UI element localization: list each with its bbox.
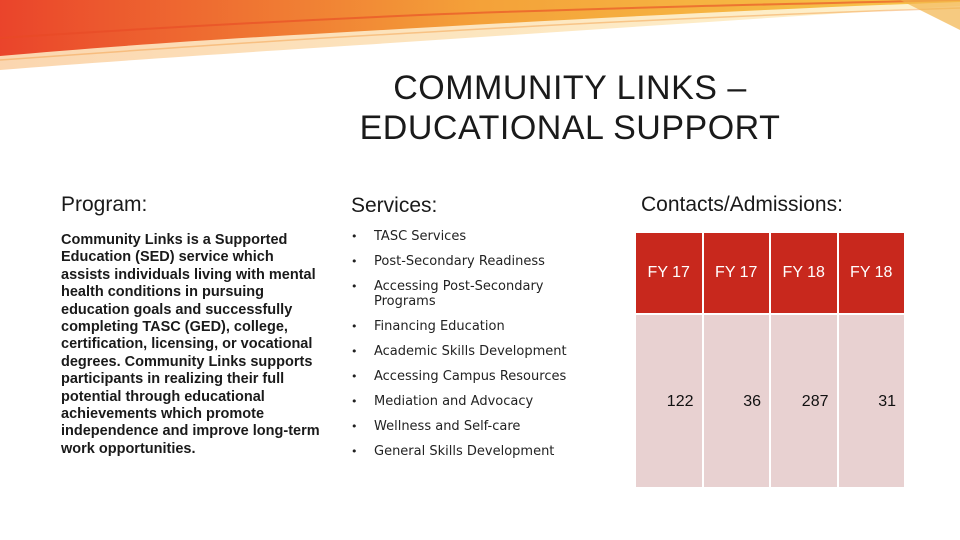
table-header-cell: FY 18 (838, 232, 906, 314)
table-header-cell: FY 18 (770, 232, 838, 314)
table-cell: 36 (703, 314, 771, 488)
title-line-1: COMMUNITY LINKS – (393, 69, 747, 107)
service-item: • Accessing Post-Secondary Programs (349, 279, 554, 309)
service-item: • Wellness and Self-care (349, 419, 589, 434)
table-header-cell: FY 17 (703, 232, 771, 314)
service-item: • Post-Secondary Readiness (349, 254, 589, 269)
table-cell: 122 (635, 314, 703, 488)
service-item: • Mediation and Advocacy (349, 394, 589, 409)
services-heading: Services: (351, 194, 438, 217)
service-item: • Financing Education (349, 319, 589, 334)
service-item: • TASC Services (349, 229, 589, 244)
table-cell: 287 (770, 314, 838, 488)
admissions-table (634, 231, 906, 489)
contacts-heading: Contacts/Admissions: (641, 193, 843, 216)
table-row (635, 314, 905, 488)
table-cell: 31 (838, 314, 906, 488)
program-description: Community Links is a Supported Education (SED) service which assists individuals living with mental health conditions in pursuing education goals and successfully completing TASC (GED), college, certification, licensing, or vocational degrees. Community Links supports participants in realizing their full potential through educational achievements which promote independence and improve long-term work opportunities. (61, 232, 320, 457)
service-item: • General Skills Development (349, 444, 589, 459)
table-header-cell: FY 17 (635, 232, 703, 314)
title-line-2: EDUCATIONAL SUPPORT (359, 109, 781, 147)
services-list (349, 229, 589, 459)
slide-title (300, 68, 840, 148)
program-heading: Program: (61, 193, 148, 216)
service-item: • Accessing Campus Resources (349, 369, 589, 384)
table-header-row (635, 232, 905, 314)
service-item: • Academic Skills Development (349, 344, 589, 359)
